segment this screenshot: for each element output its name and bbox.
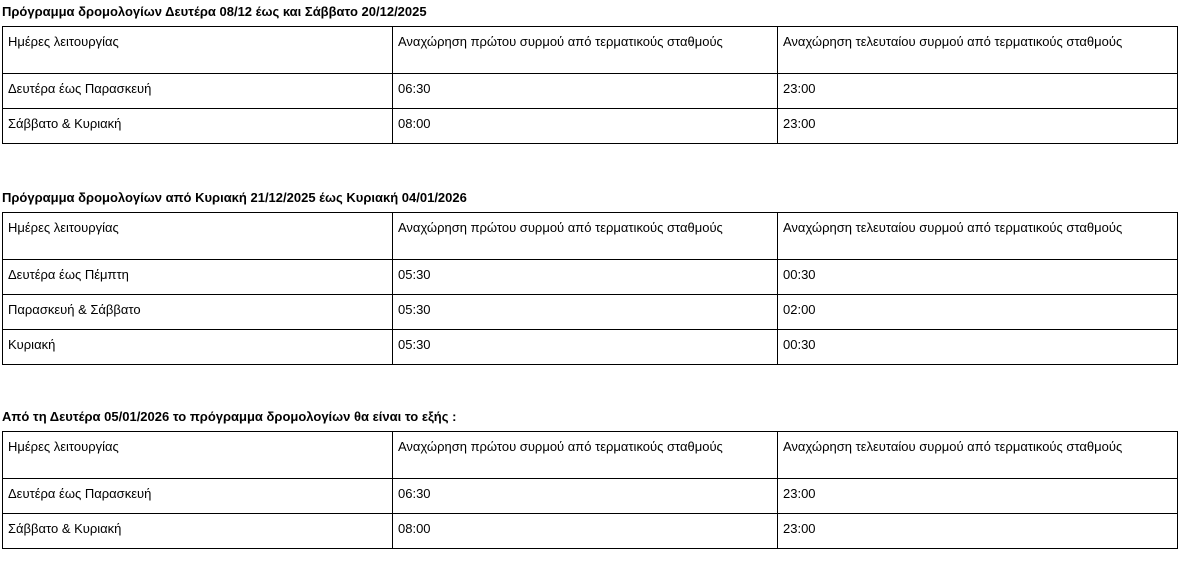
table-row xyxy=(3,295,1178,330)
cell-first-departure: 06:30 xyxy=(393,479,778,514)
column-header-first-departure: Αναχώρηση πρώτου συρμού από τερματικούς σταθμούς xyxy=(393,27,778,74)
column-header-last-departure: Αναχώρηση τελευταίου συρμού από τερματικούς σταθμούς xyxy=(778,27,1178,74)
cell-last-departure: 00:30 xyxy=(778,260,1178,295)
schedule-section-1 xyxy=(0,0,1181,144)
column-header-first-departure: Αναχώρηση πρώτου συρμού από τερματικούς σταθμούς xyxy=(393,432,778,479)
cell-first-departure: 06:30 xyxy=(393,74,778,109)
cell-days: Δευτέρα έως Παρασκευή xyxy=(3,74,393,109)
table-header-row xyxy=(3,213,1178,260)
schedule-section-3 xyxy=(0,405,1181,549)
cell-days: Σάββατο & Κυριακή xyxy=(3,514,393,549)
cell-last-departure: 02:00 xyxy=(778,295,1178,330)
table-row xyxy=(3,74,1178,109)
schedule-section-2 xyxy=(0,186,1181,365)
table-row xyxy=(3,514,1178,549)
cell-days: Δευτέρα έως Παρασκευή xyxy=(3,479,393,514)
schedule-table-2 xyxy=(2,212,1178,365)
cell-last-departure: 23:00 xyxy=(778,74,1178,109)
cell-first-departure: 08:00 xyxy=(393,109,778,144)
cell-last-departure: 23:00 xyxy=(778,479,1178,514)
column-header-last-departure: Αναχώρηση τελευταίου συρμού από τερματικούς σταθμούς xyxy=(778,213,1178,260)
table-row xyxy=(3,330,1178,365)
cell-days: Σάββατο & Κυριακή xyxy=(3,109,393,144)
section-2-heading: Πρόγραμμα δρομολογίων από Κυριακή 21/12/2025 έως Κυριακή 04/01/2026 xyxy=(2,190,467,205)
cell-last-departure: 23:00 xyxy=(778,109,1178,144)
table-header-row xyxy=(3,27,1178,74)
cell-first-departure: 05:30 xyxy=(393,260,778,295)
schedule-table-3 xyxy=(2,431,1178,549)
table-row xyxy=(3,479,1178,514)
table-row xyxy=(3,109,1178,144)
column-header-days: Ημέρες λειτουργίας xyxy=(3,432,393,479)
schedule-table-1 xyxy=(2,26,1178,144)
cell-last-departure: 23:00 xyxy=(778,514,1178,549)
section-1-heading: Πρόγραμμα δρομολογίων Δευτέρα 08/12 έως και Σάββατο 20/12/2025 xyxy=(2,4,427,19)
cell-days: Κυριακή xyxy=(3,330,393,365)
column-header-first-departure: Αναχώρηση πρώτου συρμού από τερματικούς σταθμούς xyxy=(393,213,778,260)
cell-days: Δευτέρα έως Πέμπτη xyxy=(3,260,393,295)
table-header-row xyxy=(3,432,1178,479)
section-3-heading: Από τη Δευτέρα 05/01/2026 το πρόγραμμα δρομολογίων θα είναι το εξής : xyxy=(2,409,457,424)
cell-first-departure: 05:30 xyxy=(393,330,778,365)
cell-days: Παρασκευή & Σάββατο xyxy=(3,295,393,330)
column-header-days: Ημέρες λειτουργίας xyxy=(3,213,393,260)
column-header-last-departure: Αναχώρηση τελευταίου συρμού από τερματικούς σταθμούς xyxy=(778,432,1178,479)
section-spacer xyxy=(0,365,1181,405)
column-header-days: Ημέρες λειτουργίας xyxy=(3,27,393,74)
table-row xyxy=(3,260,1178,295)
cell-first-departure: 08:00 xyxy=(393,514,778,549)
section-spacer xyxy=(0,144,1181,186)
cell-last-departure: 00:30 xyxy=(778,330,1178,365)
cell-first-departure: 05:30 xyxy=(393,295,778,330)
